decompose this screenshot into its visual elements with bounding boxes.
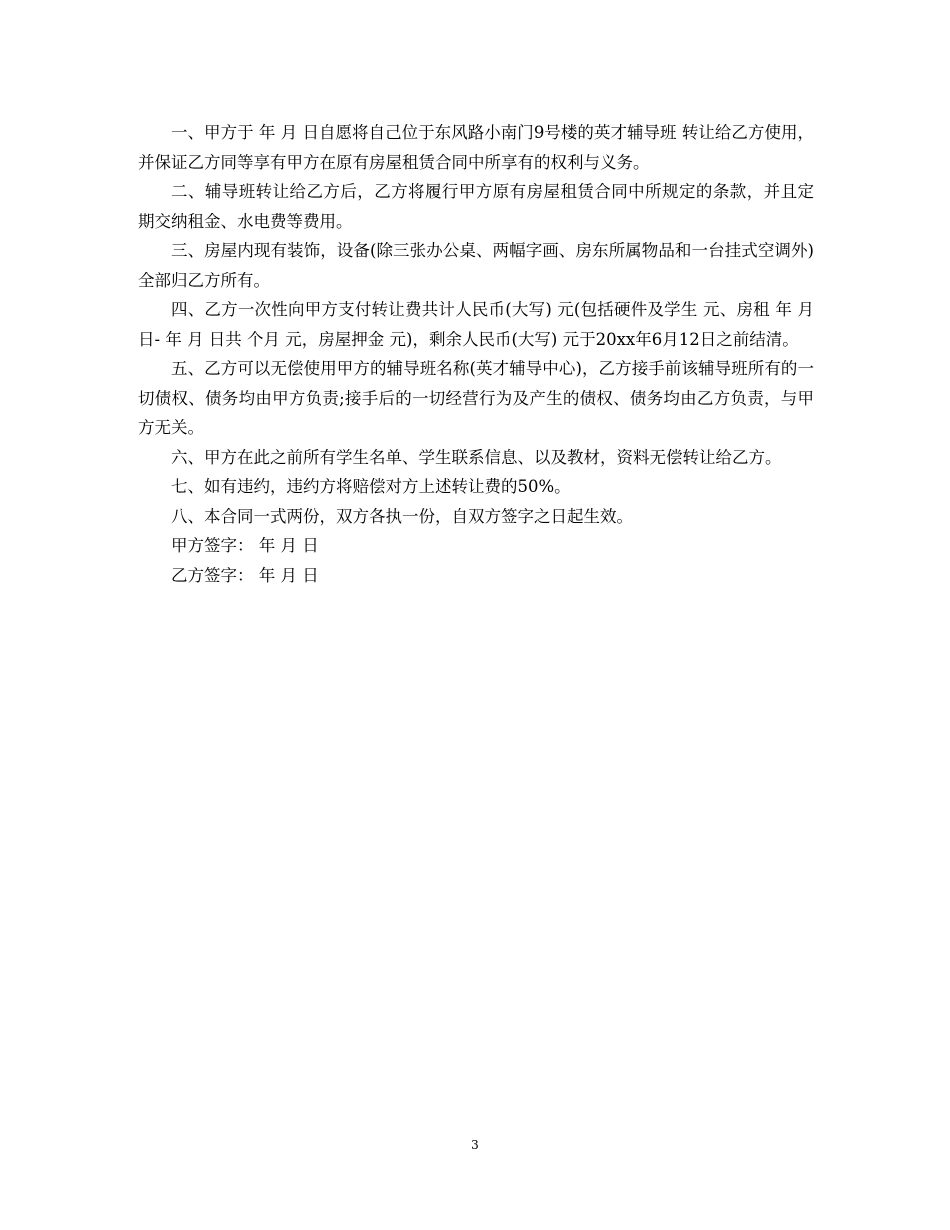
clause-4: 四、乙方一次性向甲方支付转让费共计人民币(大写) 元(包括硬件及学生 元、房租 年 月 日- 年 月 日共 个月 元，房屋押金 元)，剩余人民币(大写) 元于20xx年6月12日之前结清。: [138, 300, 820, 349]
clause-2: 二、辅导班转让给乙方后，乙方将履行甲方原有房屋租赁合同中所规定的条款，并且定期交纳租金、水电费等费用。: [138, 182, 814, 231]
clause-8: 八、本合同一式两份，双方各执一份，自双方签字之日起生效。: [171, 506, 633, 526]
party-a-signature-line: 甲方签字： 年 月 日: [171, 536, 319, 555]
party-b-signature-line: 乙方签字： 年 月 日: [171, 565, 319, 585]
contract-body: [138, 118, 820, 590]
clause-7: 七、如有违约，违约方将赔偿对方上述转让费的50%。: [171, 477, 571, 496]
clause-3: 三、房屋内现有装饰，设备(除三张办公桌、两幅字画、房东所属物品和一台挂式空调外)全部归乙方所有。: [138, 241, 814, 290]
clause-1: 一、甲方于 年 月 日自愿将自己位于东风路小南门9号楼的英才辅导班 转让给乙方使用，并保证乙方同等享有甲方在原有房屋租赁合同中所享有的权利与义务。: [138, 123, 814, 172]
page-number: 3: [471, 1138, 479, 1152]
clause-5: 五、乙方可以无偿使用甲方的辅导班名称(英才辅导中心)，乙方接手前该辅导班所有的一切债权、债务均由甲方负责;接手后的一切经营行为及产生的债权、债务均由乙方负责，与甲方无关。: [138, 359, 814, 437]
clause-6: 六、甲方在此之前所有学生名单、学生联系信息、以及教材，资料无偿转让给乙方。: [171, 447, 782, 467]
